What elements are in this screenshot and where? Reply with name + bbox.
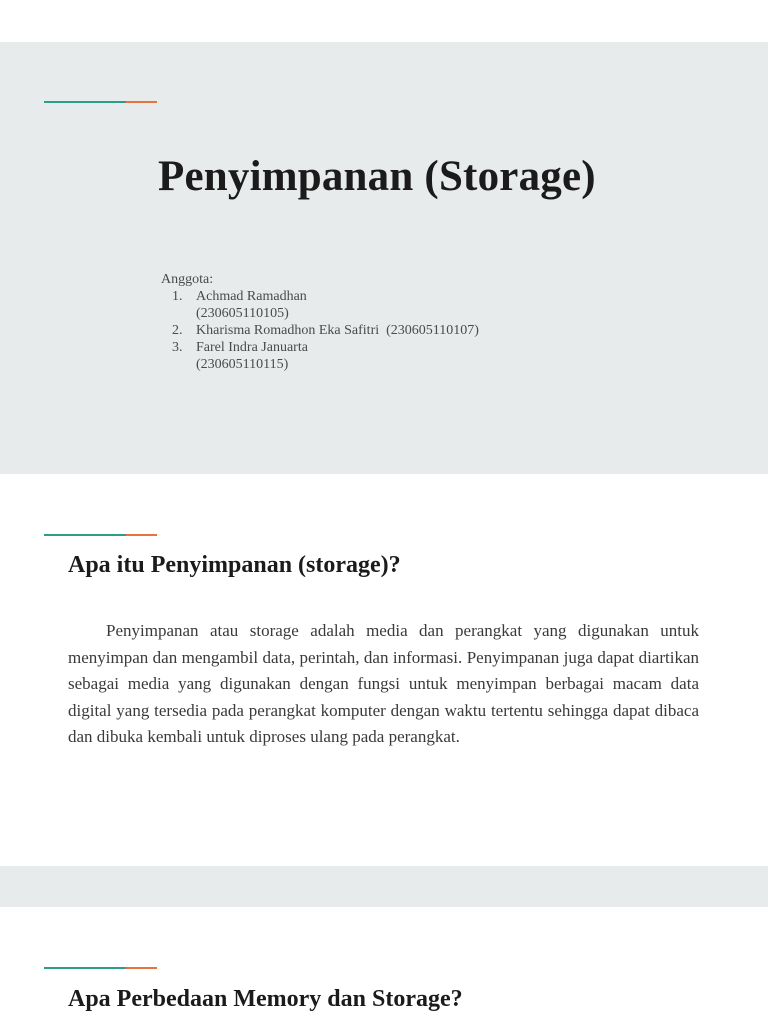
member-item xyxy=(161,288,479,322)
section-paragraph: Penyimpanan atau storage adalah media dan perangkat yang digunakan untuk menyimpan dan mengambil data, perintah, dan informasi. Penyimpanan juga dapat diartikan sebagai media yang digunakan dengan fungsi untuk menyimpan berbagai macam data digital yang tersedia pada perangkat komputer dengan waktu tertentu sehingga dapat dibaca dan dibuka kembali untuk diproses ulang pada perangkat. xyxy=(68,621,699,746)
accent-line-teal xyxy=(44,967,126,969)
member-name: Achmad Ramadhan xyxy=(196,289,307,304)
member-item xyxy=(161,322,479,339)
member-id: (230605110105) xyxy=(196,306,289,321)
member-name: Farel Indra Januarta xyxy=(196,340,308,355)
section-heading: Apa itu Penyimpanan (storage)? xyxy=(68,552,401,578)
accent-line-orange xyxy=(126,101,157,103)
accent-line-teal xyxy=(44,534,126,536)
title-slide xyxy=(0,42,768,474)
members-block xyxy=(161,271,479,373)
accent-line xyxy=(44,534,157,536)
members-list xyxy=(161,288,479,373)
slide-separator xyxy=(0,866,768,907)
accent-line-orange xyxy=(126,967,157,969)
members-label: Anggota: xyxy=(161,272,214,287)
member-name: Kharisma Romadhon Eka Safitri xyxy=(196,323,380,338)
presentation-title: Penyimpanan (Storage) xyxy=(158,153,596,200)
member-id: (230605110107) xyxy=(386,323,479,338)
member-number: 1. xyxy=(172,289,183,304)
accent-line-teal xyxy=(44,101,126,103)
accent-line xyxy=(44,101,157,103)
accent-line-orange xyxy=(126,534,157,536)
member-item xyxy=(161,339,479,373)
member-id: (230605110115) xyxy=(196,357,289,372)
member-number: 2. xyxy=(172,323,183,338)
section-heading: Apa Perbedaan Memory dan Storage? xyxy=(68,986,463,1012)
member-number: 3. xyxy=(172,340,183,355)
next-slide xyxy=(0,907,768,1024)
accent-line xyxy=(44,967,157,969)
content-slide xyxy=(0,474,768,866)
